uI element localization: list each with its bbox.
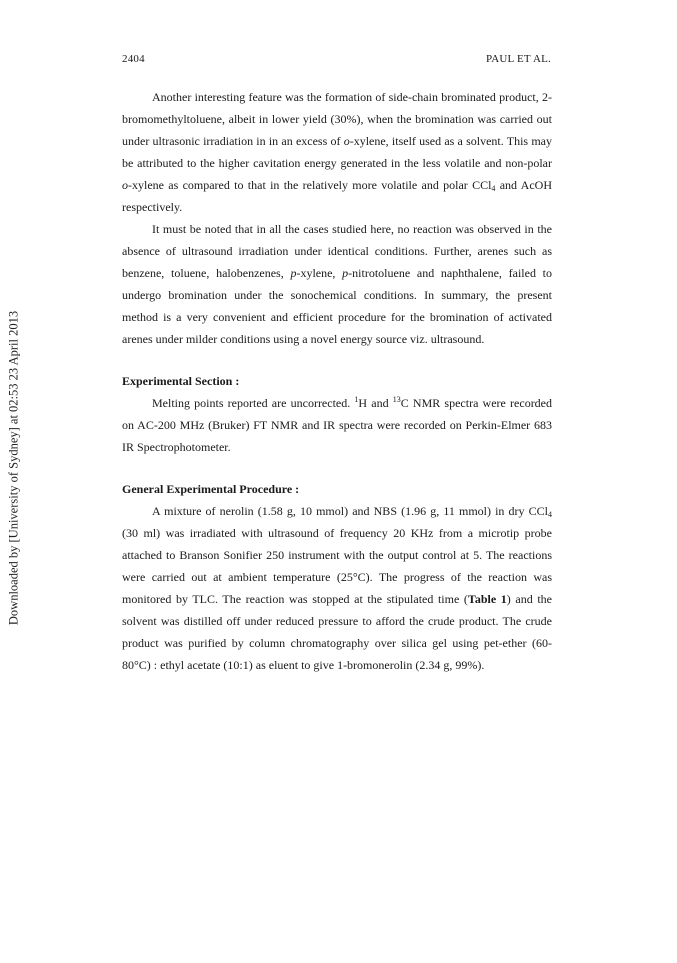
running-head: PAUL ET AL. (485, 53, 551, 65)
page-header (122, 53, 551, 69)
table-reference: Table 1 (467, 592, 507, 606)
page-number: 2404 (122, 53, 145, 65)
general-procedure-text: A mixture of nerolin (1.58 g, 10 mmol) and NBS (1.96 g, 11 mmol) in dry CCl$_4$ (30 ml) was irradiated with ultrasound of frequency 20 KHz from a microtip probe attached to Branson Sonifier 250 instrument with the output control at 5. The reactions were carried out at ambient temperature (25°C). The progress of the reaction was monitored by TLC. The reaction was stopped at the stipulated time (Table 1) and the solvent was distilled off under reduced pressure to afford the crude product. The crude product was purified by column chromatography over silica gel using pet-ether (60-80°C) : ethyl acetate (10:1) as eluent to give 1-bromonerolin (2.34 g, 99%). (122, 504, 552, 672)
general-procedure-heading: General Experimental Procedure : (122, 482, 300, 496)
download-watermark: Downloaded by [University of Sydney] at 02:53 23 April 2013 (6, 310, 21, 626)
experimental-section-heading: Experimental Section : (122, 374, 240, 388)
download-watermark-strip (0, 0, 28, 963)
paragraph-summary: It must be noted that in all the cases studied here, no reaction was observed in the absence of ultrasound irradiation under identical conditions. Further, arenes such as benzene, toluene, halobenzenes, p-xylene, p-nitrotoluene and naphthalene, failed to undergo bromination under the sonochemical conditions. In summary, the present method is a very convenient and efficient procedure for the bromination of activated arenes under milder conditions using a novel energy source viz. ultrasound. (122, 222, 553, 346)
paragraph-side-chain-bromination: Another interesting feature was the formation of side-chain brominated product, 2-bromomethyltoluene, albeit in lower yield (30%), when the bromination was carried out under ultrasonic irradiation in in an excess of o-xylene, itself used as a solvent. This may be attributed to the higher cavitation energy generated in the less volatile and non-polar o-xylene as compared to that in the relatively more volatile and polar CCl$_4$ and AcOH respectively. (122, 90, 552, 214)
experimental-section-text: Melting points reported are uncorrected. $^1$H and $^{13}$C NMR spectra were recorded on AC-200 MHz (Bruker) FT NMR and IR spectra were recorded on Perkin-Elmer 683 IR Spectrophotometer. (122, 395, 553, 454)
article-body (122, 86, 552, 676)
